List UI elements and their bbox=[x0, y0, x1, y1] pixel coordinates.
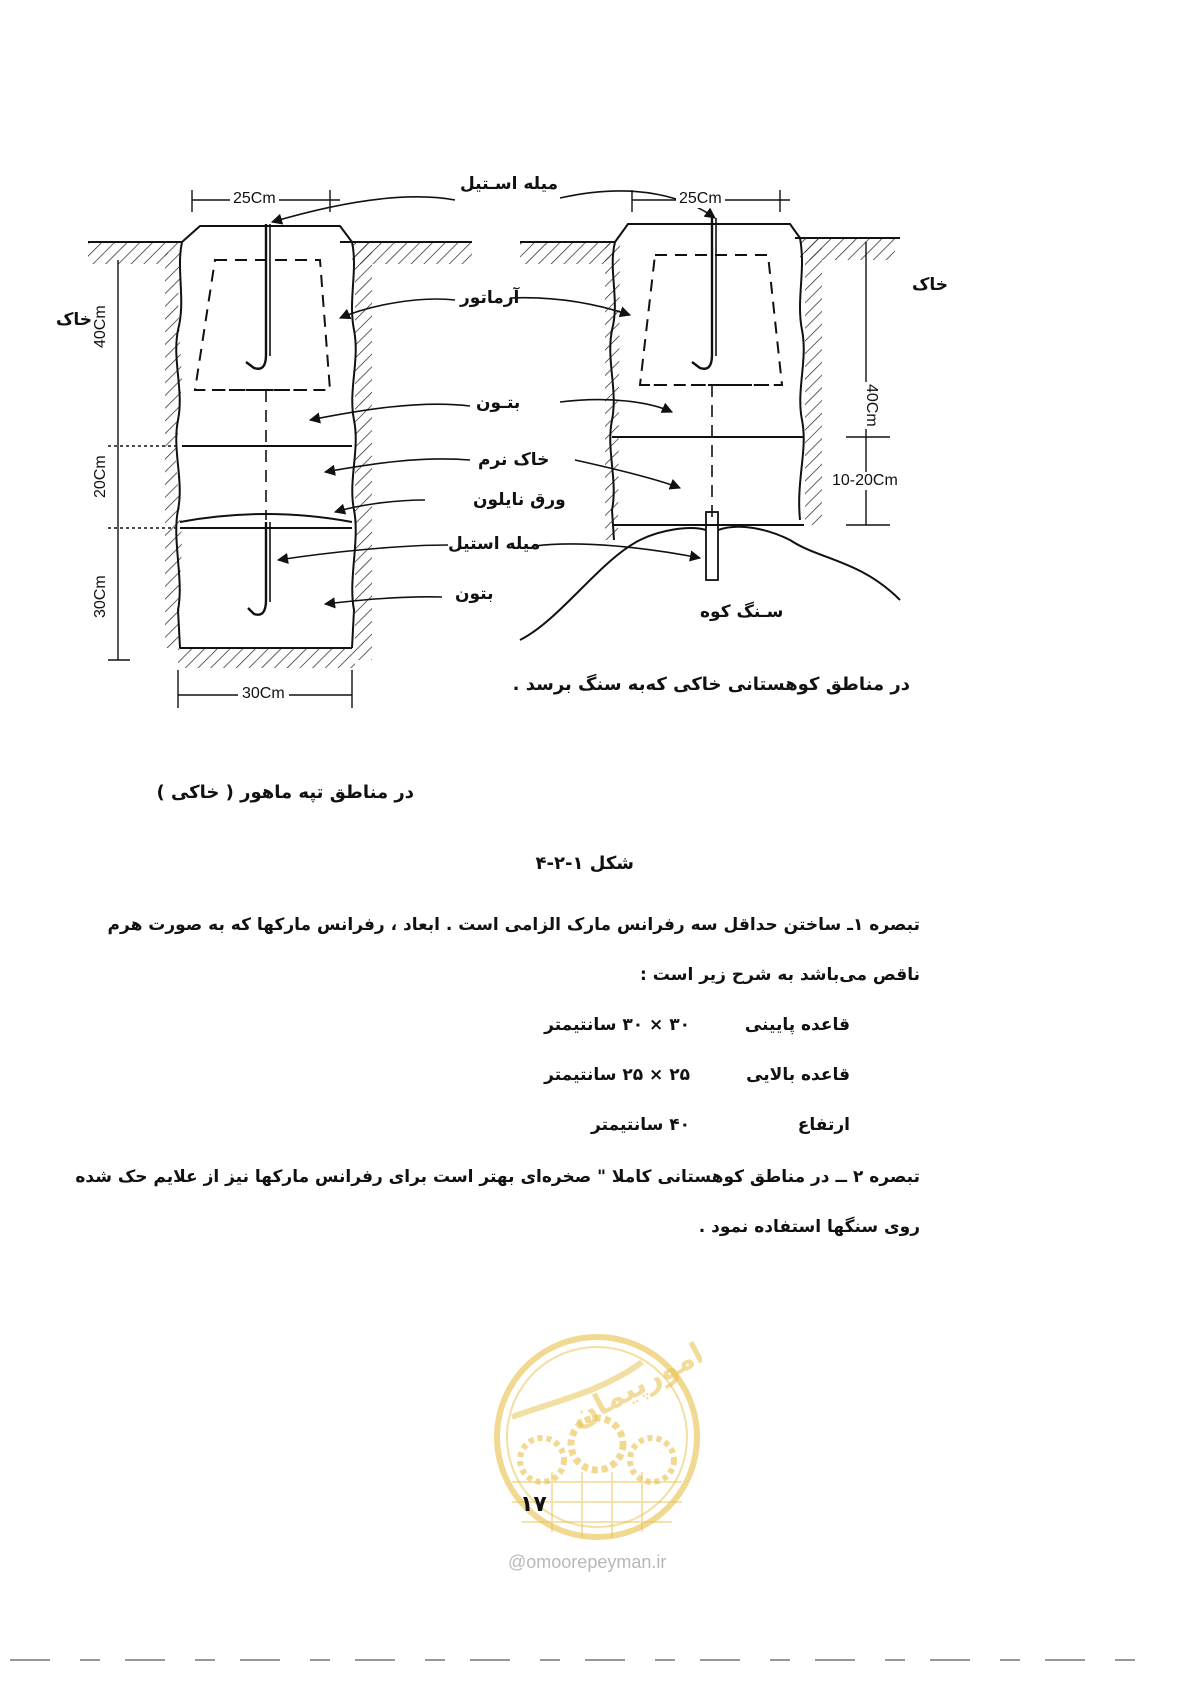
label-armature: آرماتور bbox=[460, 288, 520, 308]
at-icon: @ bbox=[508, 1552, 527, 1572]
dim-left-30: 30Cm bbox=[92, 575, 109, 618]
dims-row-label: ارتفاع bbox=[797, 1115, 850, 1135]
label-soft-soil: خاک نرم bbox=[478, 450, 550, 470]
dim-top-left: 25Cm bbox=[230, 190, 279, 208]
page-number: ۱۷ bbox=[520, 1492, 547, 1517]
label-soil-right: خاک bbox=[912, 275, 949, 295]
left-dimension-lines bbox=[108, 190, 352, 708]
dim-bottom: 30Cm bbox=[238, 685, 289, 703]
dims-row-value: ۲۵ × ۲۵ سانتیمتر bbox=[544, 1065, 690, 1085]
dims-row-label: قاعده بالایی bbox=[746, 1065, 850, 1085]
label-steel-rod: میله استیل bbox=[448, 534, 541, 554]
note-2: تبصره ۲ ــ در مناطق کوهستانی کاملا " صخره‌ای بهتر است برای رفرانس مارکها نیز از علایم حک شده روی سنگها استفاده نمود . bbox=[75, 1167, 920, 1237]
label-top-rod: میله اسـتیل bbox=[460, 174, 559, 194]
scan-edge-dashes bbox=[0, 1655, 1190, 1665]
dim-right-10-20: 10-20Cm bbox=[832, 472, 898, 489]
label-soil-left: خاک bbox=[56, 310, 93, 330]
figure-number: شکل ۱-۲-۴ bbox=[535, 853, 634, 874]
watermark-logo-text: امورپیمان bbox=[565, 1336, 702, 1436]
dim-right-40: 40Cm bbox=[863, 384, 880, 427]
figure-drawing bbox=[0, 0, 1190, 760]
watermark-url bbox=[508, 1552, 666, 1573]
dims-table bbox=[430, 1000, 850, 1150]
dim-left-40: 40Cm bbox=[92, 305, 109, 348]
dim-left-20: 20Cm bbox=[92, 455, 109, 498]
caption-right: در مناطق کوهستانی خاکی که‌به سنگ برسد . bbox=[512, 674, 910, 695]
dims-row bbox=[430, 1050, 850, 1100]
dims-row-value: ۴۰ سانتیمتر bbox=[591, 1115, 690, 1135]
dims-row-value: ۳۰ × ۳۰ سانتیمتر bbox=[544, 1015, 690, 1035]
right-pit bbox=[520, 218, 900, 640]
label-concrete-top: بتـون bbox=[476, 393, 521, 413]
note-1: تبصره ۱ـ ساختن حداقل سه رفرانس مارک الزامی است . ابعاد ، رفرانس مارکها که به صورت هرم ناقص می‌باشد به شرح زیر است : bbox=[107, 915, 920, 985]
dim-top-right: 25Cm bbox=[676, 190, 725, 208]
watermark-url-text: omoorepeyman.ir bbox=[526, 1552, 667, 1572]
label-nylon-sheet: ورق نایلون bbox=[473, 490, 566, 510]
label-rock: سـنگ کوه bbox=[700, 602, 784, 622]
dims-row bbox=[430, 1100, 850, 1150]
dims-row bbox=[430, 1000, 850, 1050]
label-concrete-bottom: بتون bbox=[455, 584, 494, 604]
dims-row-label: قاعده پایینی bbox=[744, 1015, 850, 1035]
caption-left: در مناطق تپه ماهور ( خاکی ) bbox=[156, 782, 414, 803]
